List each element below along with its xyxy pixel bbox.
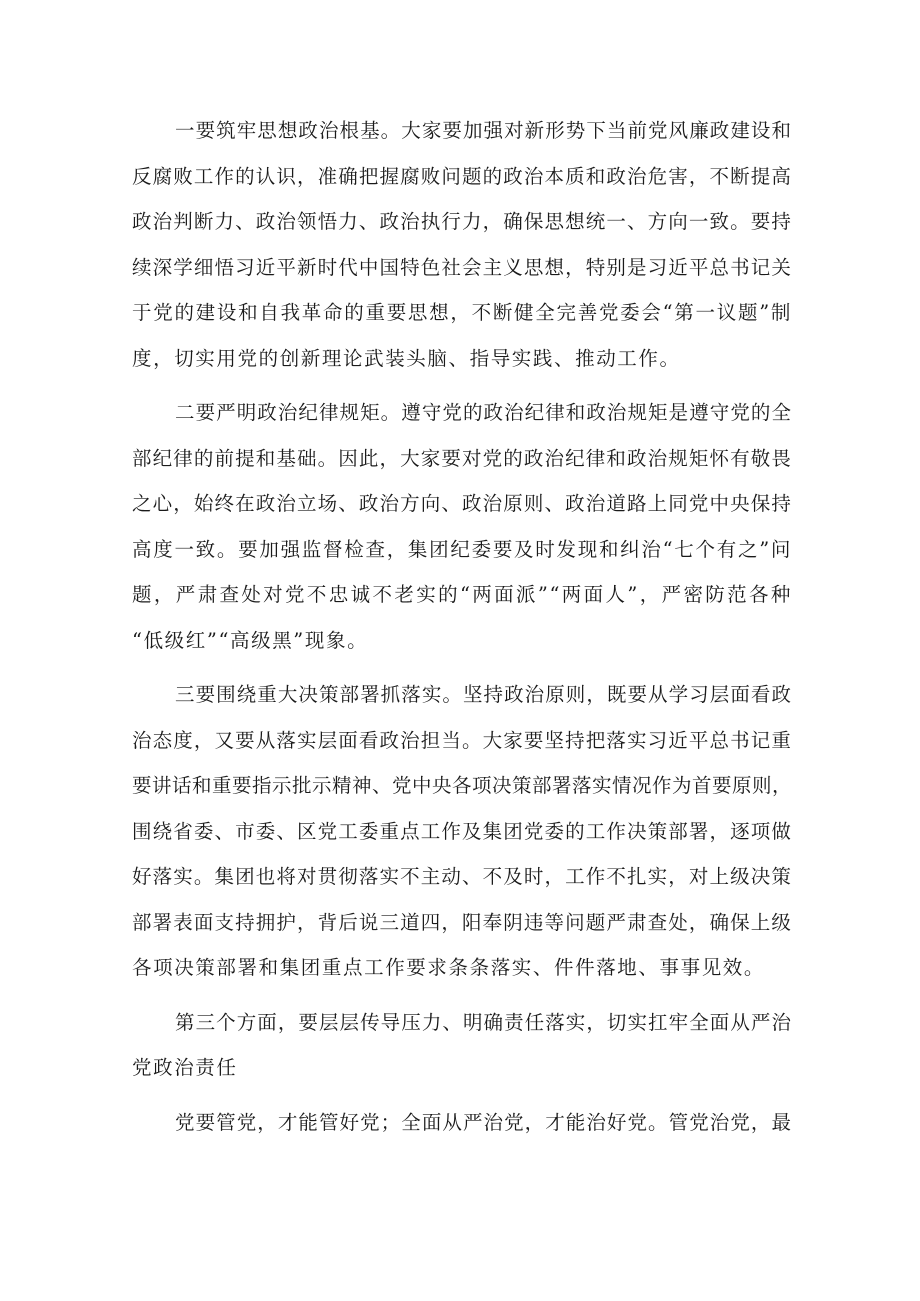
text-line: 治态度，又要从落实层面看政治担当。大家要坚持把落实习近平总书记重	[132, 728, 792, 752]
text-line: 一要筑牢思想政治根基。大家要加强对新形势下当前党风廉政建设和	[175, 119, 792, 142]
paragraph-5	[132, 1100, 792, 1146]
text-line: 政治判断力、政治领悟力、政治执行力，确保思想统一、方向一致。要持	[132, 210, 792, 233]
text-line: 二要严明政治纪律规矩。遵守党的政治纪律和政治规矩是遵守党的全	[175, 401, 792, 424]
text-line: 第三个方面，要层层传导压力、明确责任落实，切实扛牢全面从严治	[175, 1010, 792, 1034]
paragraph-2	[132, 390, 792, 663]
text-line: 高度一致。要加强监督检查，集团纪委要及时发现和纠治“七个有之”问	[132, 537, 792, 561]
text-line: 部署表面支持拥护，背后说三道四，阳奉阴违等问题严肃查处，确保上级	[132, 910, 792, 934]
text-line: 部纪律的前提和基础。因此，大家要对党的政治纪律和政治规矩怀有敬畏	[132, 446, 792, 470]
text-line: 党要管党，才能管好党；全面从严治党，才能治好党。管党治党，最	[175, 1110, 792, 1134]
paragraph-3	[132, 672, 792, 991]
text-line: 各项决策部署和集团重点工作要求条条落实、件件落地、事事见效。	[132, 956, 766, 979]
text-line: 三要围绕重大决策部署抓落实。坚持政治原则，既要从学习层面看政	[175, 683, 792, 706]
text-line: 党政治责任	[132, 1056, 238, 1079]
text-line: 续深学细悟习近平新时代中国特色社会主义思想，特别是习近平总书记关	[132, 255, 792, 279]
document-page	[132, 108, 792, 1154]
text-line: 之心，始终在政治立场、政治方向、政治原则、政治道路上同党中央保持	[132, 492, 792, 515]
text-line: 度，切实用党的创新理论武装头脑、指导实践、推动工作。	[132, 346, 681, 370]
text-line: 要讲话和重要指示批示精神、党中央各项决策部署落实情况作为首要原则，	[132, 774, 792, 797]
text-line: 于党的建设和自我革命的重要思想，不断健全完善党委会“第一议题”制	[132, 301, 792, 324]
text-line: 围绕省委、市委、区党工委重点工作及集团党委的工作决策部署，逐项做	[132, 819, 792, 843]
section-heading-3	[132, 1000, 792, 1091]
paragraph-1	[132, 108, 792, 381]
text-line: “低级红”“高级黑”现象。	[132, 628, 369, 652]
text-line: 反腐败工作的认识，准确把握腐败问题的政治本质和政治危害，不断提高	[132, 164, 792, 188]
text-line: 题，严肃查处对党不忠诚不老实的“两面派”“两面人”，严密防范各种	[132, 583, 792, 606]
text-line: 好落实。集团也将对贯彻落实不主动、不及时，工作不扎实，对上级决策	[132, 865, 792, 888]
